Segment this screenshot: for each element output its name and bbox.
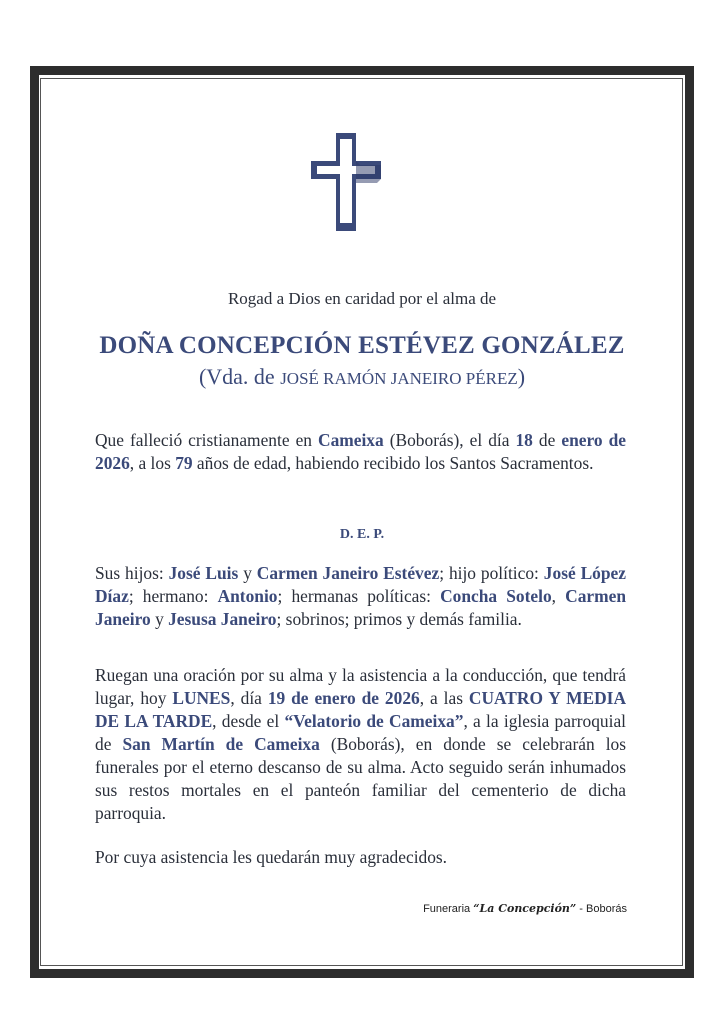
- funeral-paragraph: Ruegan una oración por su alma y la asistencia a la conducción, que tendrá lugar, hoy LUNES, día 19 de enero de 2026, a las CUATRO Y MEDIA DE LA TARDE, desde el “Velatorio de Cameixa”, a la iglesia parroquial de San Martín de Cameixa (Boborás), en donde se celebrarán los funerales por el eterno descanso de su alma. Acto seguido serán inhumados sus restos mortales en el panteón familiar del cementerio de dicha parroquia.: [95, 665, 627, 823]
- funeral-home-brand: “La Concepción”: [473, 902, 577, 915]
- dep-heading: D. E. P.: [339, 527, 385, 542]
- thanks-paragraph: Por cuya asistencia les quedarán muy agradecidos.: [95, 847, 448, 867]
- spouse-name: JOSÉ RAMÓN JANEIRO PÉREZ: [280, 369, 518, 388]
- widow-line: (Vda. de JOSÉ RAMÓN JANEIRO PÉREZ): [198, 364, 526, 389]
- funeral-home-footer: Funeraria “La Concepción” - Boborás: [423, 902, 627, 915]
- family-paragraph: Sus hijos: José Luis y Carmen Janeiro Estévez; hijo político: José López Díaz; hermano: Antonio; hermanas políticas: Concha Sotelo, Carmen Janeiro y Jesusa Janeiro; sobrinos; primos y demás familia.: [95, 563, 626, 629]
- cross-icon: [311, 133, 381, 231]
- deceased-name: DOÑA CONCEPCIÓN ESTÉVEZ GONZÁLEZ: [99, 332, 625, 359]
- intro-text: Rogad a Dios en caridad por el alma de: [227, 289, 497, 308]
- death-paragraph: Que falleció cristianamente en Cameixa (Boborás), el día 18 de enero de 2026, a los 79 años de edad, habiendo recibido los Santos Sacramentos.: [95, 430, 626, 473]
